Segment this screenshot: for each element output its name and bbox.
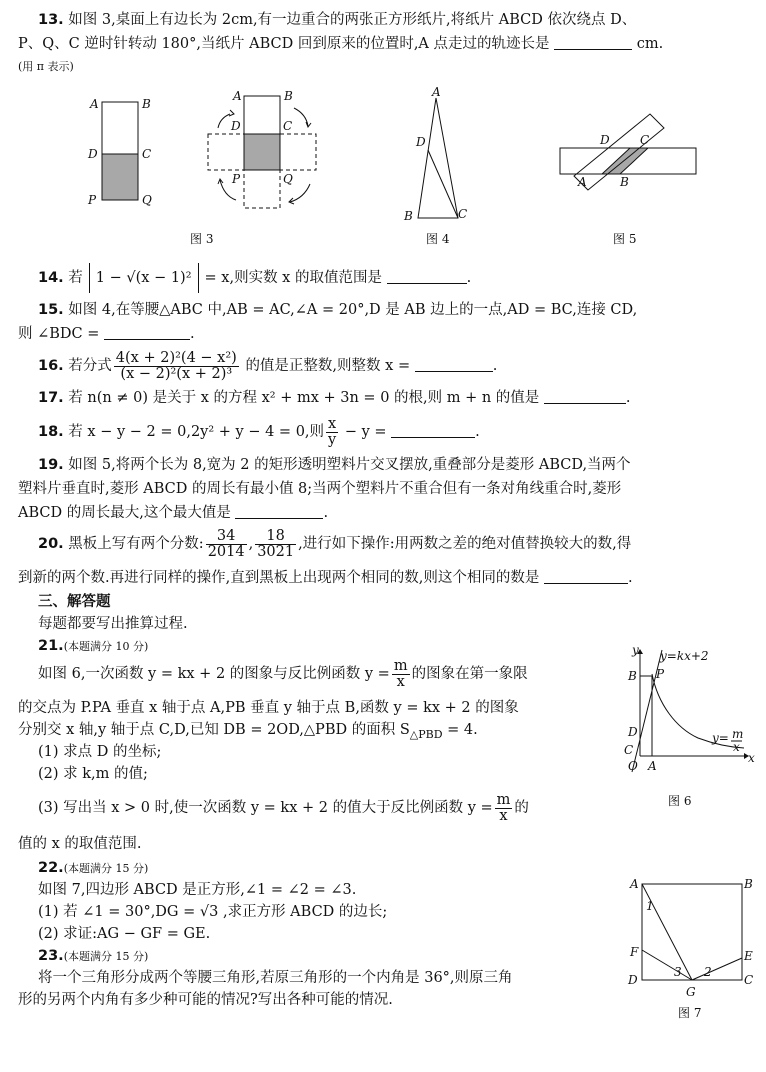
- q20-f2-denominator: 3021: [257, 543, 295, 560]
- q21-fraction: [392, 659, 410, 690]
- fig6-label-d: D: [628, 725, 638, 739]
- abs-bar-left: [89, 263, 90, 293]
- q21-denominator: x: [396, 673, 405, 690]
- figure-4-caption: 图 4: [426, 232, 450, 246]
- q14-end: .: [466, 270, 472, 286]
- q21-numerator-2: m: [496, 791, 511, 808]
- q23-score: (本题满分 15 分): [63, 950, 149, 963]
- q15-line1: [38, 300, 744, 320]
- q21-text-1a: 如图 6,一次函数 y = kx + 2 的图象与反比例函数 y =: [38, 666, 390, 682]
- q21-line2: 的交点为 P.PA 垂直 x 轴于点 A,PB 垂直 y 轴于点 B,函数 y = kx + 2 的图象: [18, 700, 519, 716]
- fig7-label-b: B: [744, 877, 753, 891]
- answer-blank[interactable]: [554, 35, 632, 50]
- q21-fraction-2: [495, 793, 513, 824]
- q15-end: .: [190, 326, 195, 342]
- q19-text-3: ABCD 的周长最大,这个最大值是: [18, 505, 231, 521]
- answer-blank[interactable]: [104, 325, 190, 340]
- question-number: 21.: [38, 638, 64, 654]
- q21-numerator: m: [393, 657, 408, 674]
- q17: [38, 388, 744, 408]
- q13-note: (用 π 表示): [18, 60, 74, 73]
- q20-post: ,进行如下操作:用两数之差的绝对值替换较大的数,得: [298, 536, 632, 552]
- fig3r-label-d: D: [231, 119, 241, 133]
- fig5-label-c: C: [640, 133, 650, 147]
- fig5-label-a: A: [578, 175, 587, 189]
- q19-line3: [18, 503, 744, 523]
- fig3r-label-a: A: [233, 89, 242, 103]
- abs-bar-right: [198, 263, 199, 293]
- q19-text-1: 如图 5,将两个长为 8,宽为 2 的矩形透明塑料片交叉摆放,重叠部分是菱形 ABCD,当两个: [68, 457, 631, 473]
- fig3r-label-b: B: [284, 89, 293, 103]
- q20-text-2: 到新的两个数.再进行同样的操作,直到黑板上出现两个相同的数,则这个相同的数是: [18, 570, 540, 586]
- question-number: 18.: [38, 424, 64, 440]
- fig3r-label-c: C: [283, 119, 293, 133]
- q20-line2: [18, 568, 744, 588]
- q20-fraction-2: [255, 529, 296, 560]
- q19-end: .: [323, 505, 329, 521]
- q16: [38, 346, 744, 386]
- figure-7-caption: 图 7: [678, 1006, 702, 1020]
- q15-text-2: 则 ∠BDC =: [18, 326, 100, 342]
- q13-text-1: 如图 3,桌面上有边长为 2cm,有一边重合的两张正方形纸片,将纸片 ABCD 依次绕点 D、: [68, 12, 637, 28]
- answer-blank[interactable]: [387, 269, 467, 284]
- q21-denominator-2: x: [499, 807, 508, 824]
- figure-5: [556, 110, 706, 210]
- fig6-label-b: B: [628, 669, 637, 683]
- q22-score: (本题满分 15 分): [63, 862, 149, 875]
- q14-pre: 若: [68, 270, 83, 286]
- fig4-label-a: A: [432, 85, 441, 99]
- q20-fraction-1: [206, 529, 247, 560]
- figure-6-caption: 图 6: [668, 794, 692, 808]
- q18-pre: 若 x − y − 2 = 0,2y² + y − 4 = 0,则: [68, 424, 325, 440]
- q23-line1: 将一个三角形分成两个等腰三角形,若原三角形的一个内角是 36°,则原三角: [38, 970, 513, 986]
- section-title: 三、解答题: [38, 594, 111, 610]
- q20-f1-numerator: 34: [206, 529, 247, 545]
- question-number: 13.: [38, 12, 64, 28]
- fig7-angle-1: 1: [646, 899, 654, 913]
- q17-text: 若 n(n ≠ 0) 是关于 x 的方程 x² + mx + 3n = 0 的根,则 m + n 的值是: [68, 390, 540, 406]
- fig7-angle-2: 2: [704, 965, 712, 979]
- q18-numerator: x: [326, 417, 338, 433]
- fig7-label-d: D: [628, 973, 638, 987]
- q21-text-3b: = 4.: [447, 722, 478, 738]
- q21-text-p3b: 的: [514, 800, 529, 816]
- figure-7: [622, 876, 754, 999]
- fig7-label-f: F: [630, 945, 639, 959]
- q20-f1-denominator: 2014: [207, 543, 245, 560]
- fig5-label-b: B: [620, 175, 629, 189]
- question-number: 16.: [38, 358, 64, 374]
- q22-part1: (1) 若 ∠1 = 30°,DG = √3 ,求正方形 ABCD 的边长;: [38, 904, 388, 920]
- fig6-label-c: C: [624, 743, 634, 757]
- q13-unit: cm.: [636, 36, 664, 52]
- q15-text-1: 如图 4,在等腰△ABC 中,AB = AC,∠A = 20°,D 是 AB 边上的一点,AD = BC,连接 CD,: [68, 302, 638, 318]
- q18-fraction: [326, 417, 338, 448]
- fig3-label-q: Q: [142, 193, 152, 207]
- fig4-label-b: B: [404, 209, 413, 223]
- fig4-label-c: C: [458, 207, 468, 221]
- q18-post: − y =: [344, 424, 387, 440]
- q21-score: (本题满分 10 分): [63, 640, 149, 653]
- q20-f2-numerator: 18: [255, 529, 296, 545]
- q16-fraction: [114, 351, 239, 382]
- fig6-label-y: y: [632, 643, 639, 657]
- q16-post: 的值是正整数,则整数 x =: [245, 358, 411, 374]
- q14-expression: 1 − √(x − 1)²: [95, 270, 192, 286]
- fig3-label-b: B: [142, 97, 151, 111]
- figure-3-caption: 图 3: [190, 232, 214, 246]
- fig3-label-p: P: [88, 193, 97, 207]
- fig7-angle-3: 3: [674, 965, 682, 979]
- q23-line2: 形的另两个内角有多少种可能的情况?写出各种可能的情况.: [18, 992, 393, 1008]
- q18-denominator: y: [328, 431, 337, 448]
- q21-part3: [38, 790, 744, 826]
- fig3-label-a: A: [90, 97, 99, 111]
- fig6-curve-m: m: [732, 727, 744, 741]
- fig3-label-d: D: [88, 147, 98, 161]
- q21-subscript: △PBD: [409, 727, 443, 741]
- fig6-label-a: A: [648, 759, 657, 773]
- q13-line1: [38, 10, 744, 30]
- question-number: 23.: [38, 948, 64, 964]
- q20-pre: 黑板上写有两个分数:: [68, 536, 204, 552]
- q15-line2: [18, 324, 744, 344]
- q16-denominator: (x − 2)²(x + 2)³: [120, 365, 233, 382]
- fig4-label-d: D: [416, 135, 426, 149]
- q18-end: .: [475, 424, 480, 440]
- answer-blank[interactable]: [235, 504, 323, 519]
- q16-numerator: 4(x + 2)²(4 − x²): [115, 349, 237, 366]
- q21-part3-cont: 值的 x 的取值范围.: [18, 836, 142, 852]
- q19-line2: 塑料片垂直时,菱形 ABCD 的周长有最小值 8;当两个塑料片不重合但有一条对角线重合时,菱形: [18, 481, 622, 497]
- q21-text-3: 分别交 x 轴,y 轴于点 C,D,已知 DB = 2OD,△PBD 的面积 S: [18, 722, 410, 738]
- q22-part2: (2) 求证:AG − GF = GE.: [38, 926, 211, 942]
- q16-pre: 若分式: [68, 358, 112, 374]
- figure-5-caption: 图 5: [613, 232, 637, 246]
- fig7-label-g: G: [686, 985, 696, 999]
- fig6-curve-label: y=: [712, 731, 729, 745]
- q22-line1: 如图 7,四边形 ABCD 是正方形,∠1 = ∠2 = ∠3.: [38, 882, 357, 898]
- q20-end: .: [627, 570, 633, 586]
- question-number: 22.: [38, 860, 64, 876]
- fig6-line-label: y=kx+2: [660, 649, 709, 663]
- q21-part1: (1) 求点 D 的坐标;: [38, 744, 162, 760]
- q14-post: = x,则实数 x 的取值范围是: [204, 270, 382, 286]
- answer-blank[interactable]: [544, 569, 628, 584]
- figure-6: [618, 643, 758, 773]
- q17-end: .: [625, 390, 631, 406]
- section-instructions: 每题都要写出推算过程.: [38, 616, 188, 632]
- question-number: 17.: [38, 390, 64, 406]
- figure-4: [400, 85, 480, 225]
- q21-text-1b: 的图象在第一象限: [411, 666, 528, 682]
- answer-blank[interactable]: [391, 423, 475, 438]
- answer-blank[interactable]: [544, 389, 626, 404]
- answer-blank[interactable]: [415, 357, 493, 372]
- q18: [38, 414, 744, 450]
- q19-line1: [38, 455, 744, 475]
- fig7-label-e: E: [744, 949, 753, 963]
- fig6-label-p: P: [656, 667, 665, 681]
- fig6-curve-x: x: [733, 740, 740, 754]
- question-number: 20.: [38, 536, 64, 552]
- q14: [38, 262, 744, 294]
- fig6-label-o: O: [628, 759, 638, 773]
- q16-end: .: [492, 358, 498, 374]
- figure-3: [80, 89, 380, 222]
- fig7-label-a: A: [630, 877, 639, 891]
- fig3r-label-p: P: [232, 172, 241, 186]
- q20-line1: 20. 黑板上写有两个分数: $\frac{34}{2014}$ , $\frac{18}{3021}$ ,进行如下操作:用两数之差的绝对值替换较大的数,得: [38, 527, 632, 560]
- q21-part2: (2) 求 k,m 的值;: [38, 766, 148, 782]
- q13-text-2: P、Q、C 逆时针转动 180°,当纸片 ABCD 回到原来的位置时,A 点走过的轨迹长是: [18, 36, 550, 52]
- fig3-label-c: C: [142, 147, 152, 161]
- q13-line2: [18, 34, 744, 54]
- fig5-label-d: D: [600, 133, 610, 147]
- fig7-label-c: C: [744, 973, 754, 987]
- question-number: 14.: [38, 270, 64, 286]
- fig3r-label-q: Q: [283, 172, 293, 186]
- question-number: 19.: [38, 457, 64, 473]
- question-number: 15.: [38, 302, 64, 318]
- fig6-label-x: x: [748, 751, 755, 765]
- q21-text-p3a: (3) 写出当 x > 0 时,使一次函数 y = kx + 2 的值大于反比例函数 y =: [38, 800, 493, 816]
